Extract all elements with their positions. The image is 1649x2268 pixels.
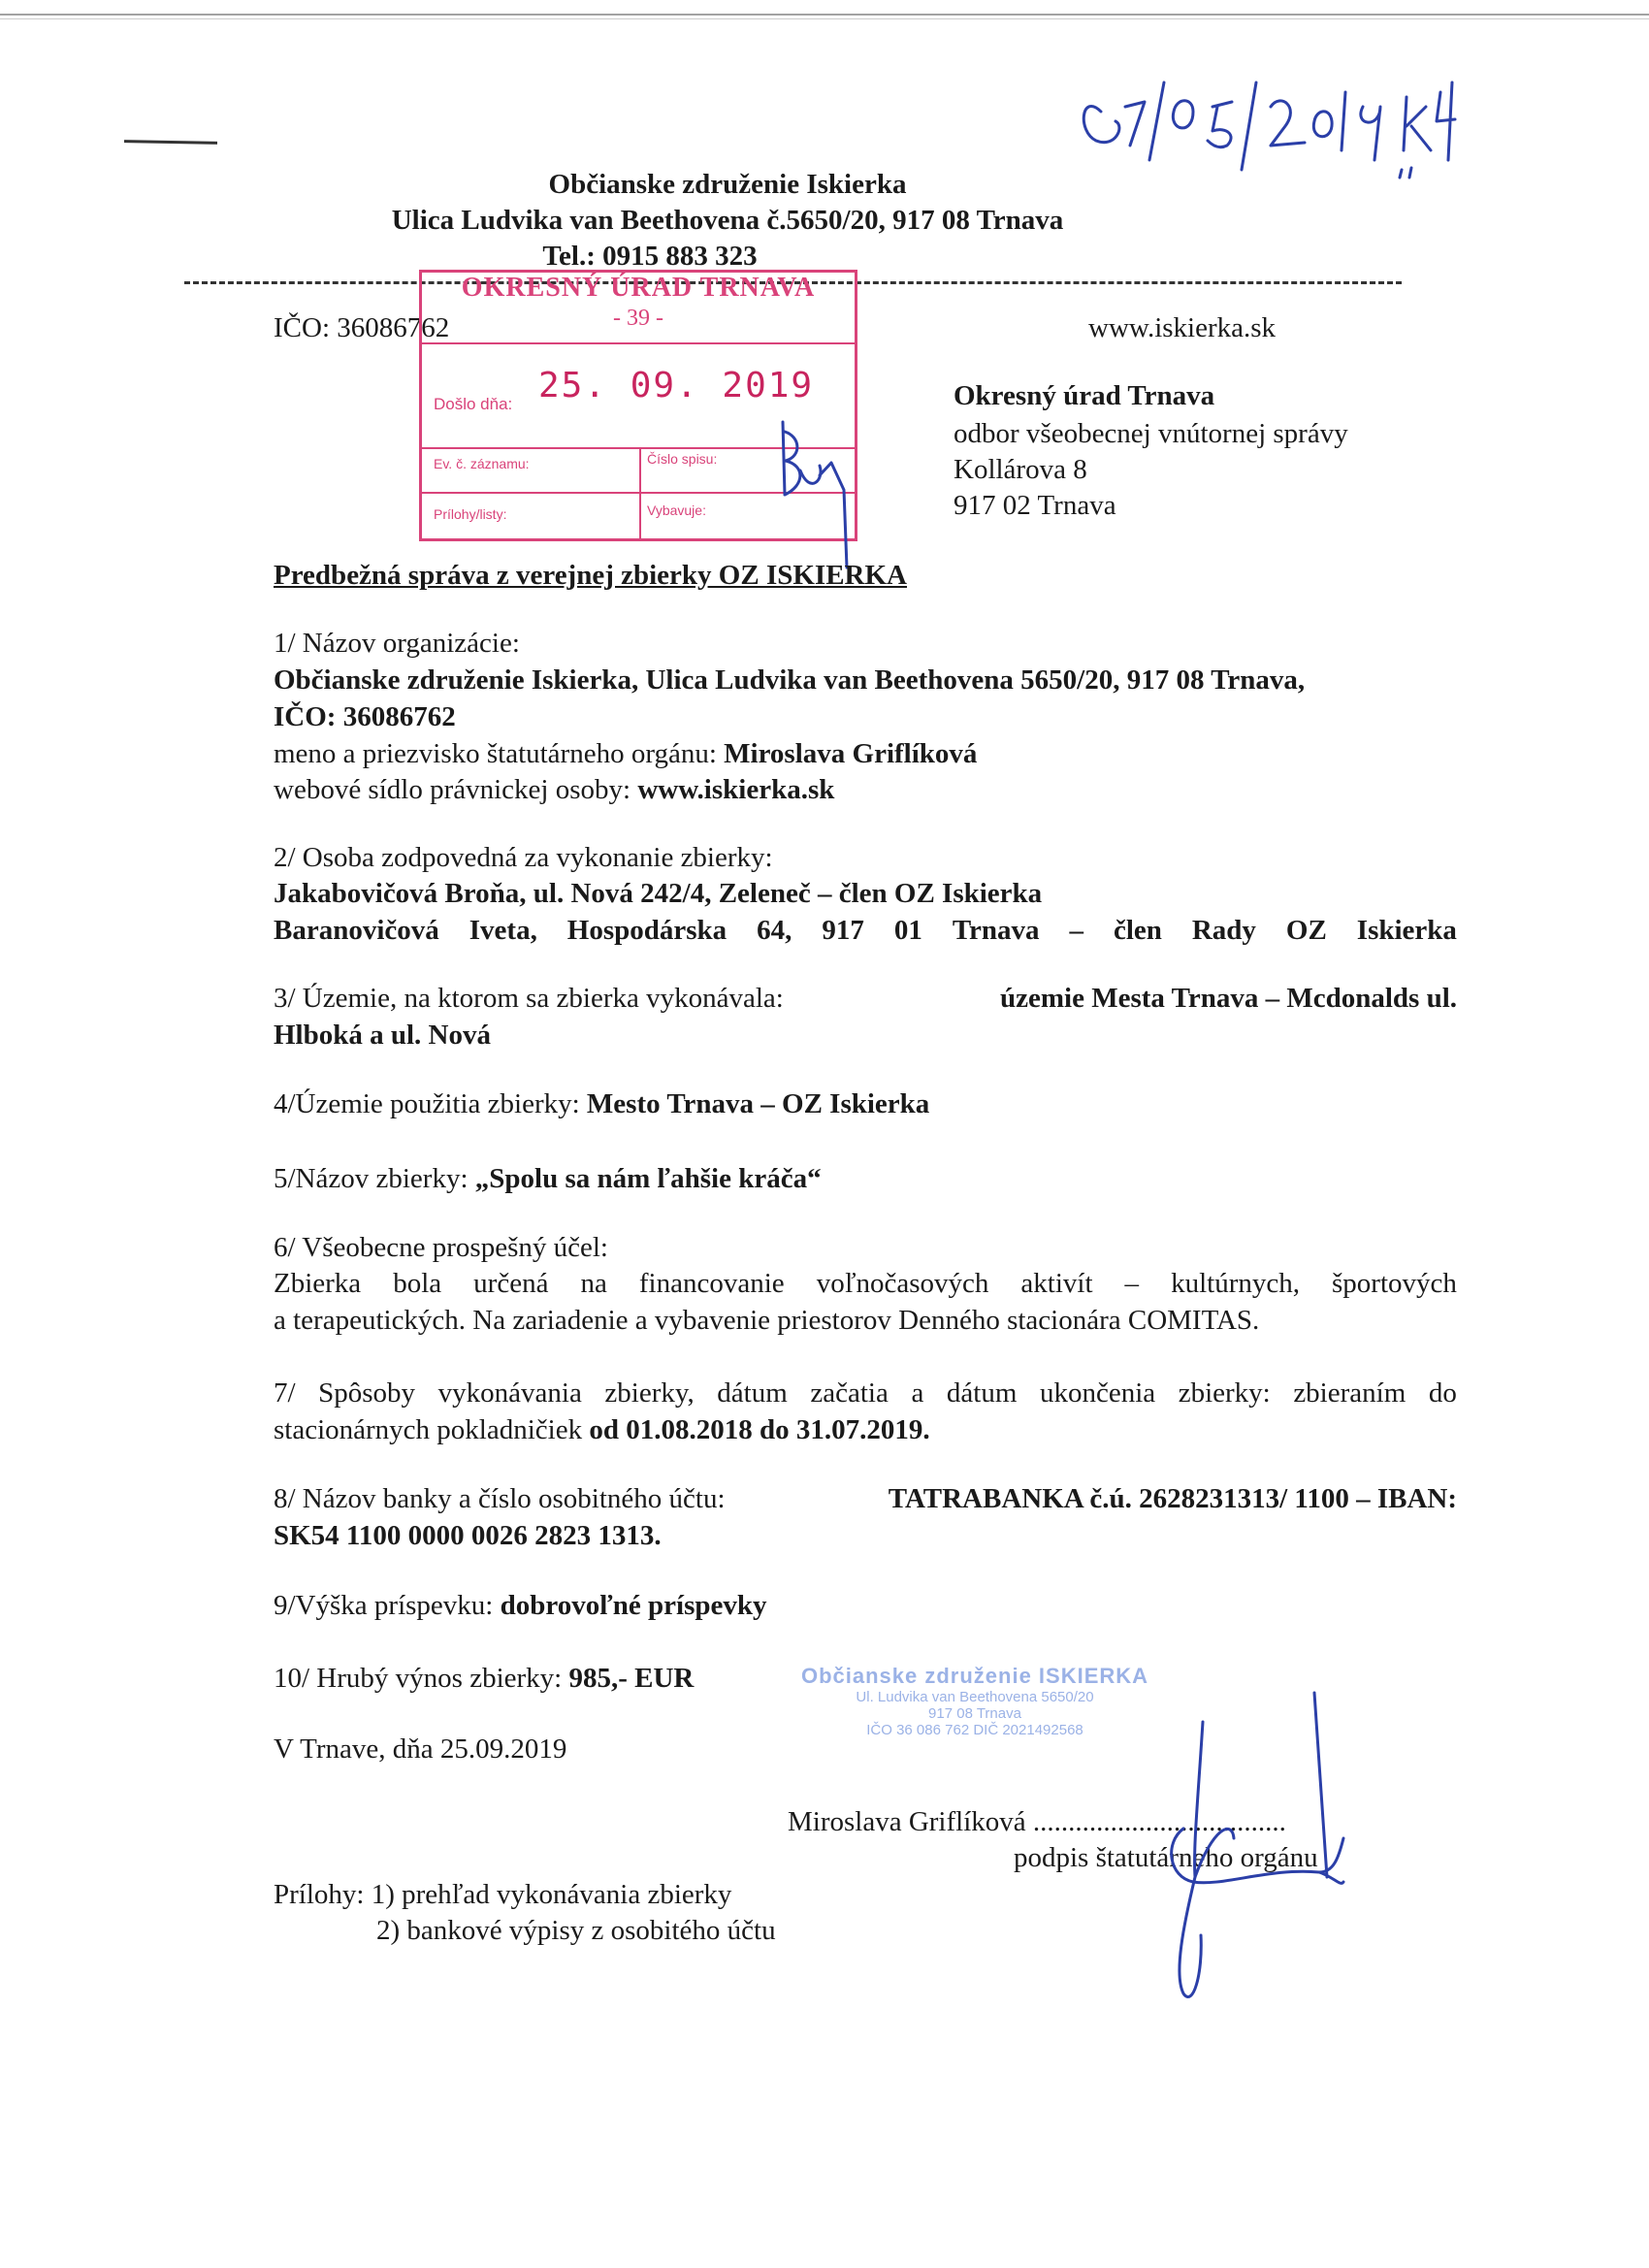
s7-w7: dátum	[946, 1377, 1018, 1409]
s7-line2-value: od 01.08.2018 do 31.07.2019.	[589, 1414, 930, 1445]
attachments-line-1	[274, 1877, 731, 1912]
s2-person-2	[274, 913, 1457, 948]
s7-w6: a	[911, 1377, 924, 1409]
seal-line-4: IČO 36 086 762 DIČ 2021492568	[866, 1722, 1083, 1738]
stamp-attachments-label: Prílohy/listy:	[434, 506, 507, 522]
s1-web-value: www.iskierka.sk	[637, 774, 835, 805]
s4-value: Mesto Trnava – OZ Iskierka	[586, 1088, 930, 1119]
org-name-header: Občianske združenie Iskierka	[548, 169, 907, 200]
s5-value: „Spolu sa nám ľahšie kráča“	[474, 1163, 822, 1194]
s10-line	[274, 1661, 694, 1696]
s6-w0: Zbierka	[274, 1268, 362, 1299]
pen-dash-mark	[124, 140, 217, 145]
recipient-street: Kollárova 8	[954, 454, 1087, 485]
s6-w8: kultúrnych,	[1171, 1268, 1300, 1299]
signatory-name: Miroslava Griflíková	[788, 1806, 1026, 1837]
s8-line-1	[274, 1481, 1457, 1516]
stamp-file-label: Číslo spisu:	[647, 451, 718, 467]
s6-w7: –	[1124, 1268, 1140, 1299]
organisation-seal	[776, 1664, 1174, 1738]
s1-ico: IČO: 36086762	[274, 701, 456, 732]
s7-w0: 7/	[274, 1377, 296, 1409]
s6-w4: financovanie	[638, 1268, 785, 1299]
s2-p2-w8: člen	[1113, 915, 1162, 946]
s6-w5: voľnočasových	[816, 1268, 989, 1299]
s7-w1: Spôsoby	[318, 1377, 416, 1409]
attachments-label: Prílohy:	[274, 1879, 372, 1910]
org-phone-header: Tel.: 0915 883 323	[542, 241, 758, 272]
handwritten-reference	[1072, 53, 1479, 179]
stamp-record-label: Ev. č. záznamu:	[434, 456, 530, 471]
s2-p2-w4: 917	[822, 915, 864, 946]
s1-statutory-label: meno a priezvisko štatutárneho orgánu:	[274, 738, 725, 769]
signature-dots: ....................................	[1032, 1806, 1286, 1837]
s6-w6: aktivít	[1020, 1268, 1093, 1299]
s1-statutory-value: Miroslava Griflíková	[724, 738, 978, 769]
recipient-city: 917 02 Trnava	[954, 490, 1116, 521]
s7-w11: do	[1428, 1377, 1457, 1409]
attachment-item-1: 1) prehľad vykonávania zbierky	[371, 1879, 732, 1910]
s2-p2-w11: Iskierka	[1356, 915, 1457, 946]
s9-line	[274, 1588, 767, 1623]
s7-w4: dátum	[717, 1377, 788, 1409]
stamp-rule-1	[422, 342, 855, 344]
s1-web-label: webové sídlo právnickej osoby:	[274, 774, 638, 805]
stamp-received-label: Došlo dňa:	[434, 395, 513, 413]
s7-w3: zbierky,	[604, 1377, 695, 1409]
s1-statutory	[274, 736, 977, 771]
s2-p2-w3: 64,	[757, 915, 792, 946]
place-date: V Trnave, dňa 25.09.2019	[274, 1733, 567, 1765]
s3-value-2: Hlboká a ul. Nová	[274, 1020, 491, 1051]
s7-w2: vykonávania	[437, 1377, 582, 1409]
s7-w5: začatia	[810, 1377, 889, 1409]
s7-line2-label: stacionárnych pokladničiek	[274, 1414, 590, 1445]
stamp-handled-label: Vybavuje:	[647, 502, 706, 518]
header-website: www.iskierka.sk	[1088, 312, 1277, 343]
s7-line-2	[274, 1412, 930, 1447]
s7-w9: zbierky:	[1178, 1377, 1271, 1409]
s6-w3: na	[580, 1268, 607, 1299]
s2-p2-w0: Baranovičová	[274, 915, 439, 946]
s8-value-2: SK54 1100 0000 0026 2823 1313.	[274, 1520, 662, 1551]
s6-line-2: a terapeutických. Na zariadenie a vybavenie priestorov Denného stacionára COMITAS.	[274, 1305, 1260, 1336]
s6-w1: bola	[393, 1268, 442, 1299]
s10-value: 985,- EUR	[568, 1663, 695, 1694]
s2-p2-w7: –	[1069, 915, 1083, 946]
seal-line-1: Občianske združenie ISKIERKA	[800, 1664, 1149, 1688]
s8-label: 8/ Názov banky a číslo osobitného účtu:	[274, 1483, 726, 1514]
s2-p2-w10: OZ	[1285, 915, 1327, 946]
recipient-name: Okresný úrad Trnava	[954, 380, 1215, 411]
s7-line-1	[274, 1376, 1457, 1410]
s3-line-1	[274, 981, 1457, 1016]
recipient-dept: odbor všeobecnej vnútornej správy	[954, 418, 1348, 449]
s6-w2: určená	[473, 1268, 549, 1299]
attachment-item-2: 2) bankové výpisy z osobitého účtu	[376, 1915, 776, 1946]
s9-label: 9/Výška príspevku:	[274, 1590, 501, 1621]
s2-label: 2/ Osoba zodpovedná za vykonanie zbierky:	[274, 842, 773, 873]
s9-value: dobrovoľné príspevky	[500, 1590, 767, 1621]
s7-w8: ukončenia	[1039, 1377, 1156, 1409]
s1-org-line: Občianske združenie Iskierka, Ulica Ludvika van Beethovena 5650/20, 917 08 Trnava,	[274, 664, 1306, 696]
s1-label: 1/ Názov organizácie:	[274, 628, 520, 659]
s5-label: 5/Názov zbierky:	[274, 1163, 475, 1194]
stamp-number: - 39 -	[613, 306, 663, 331]
scan-edge-line	[0, 14, 1649, 16]
s2-p2-w5: 01	[893, 915, 922, 946]
signature-caption: podpis štatutárneho orgánu	[1014, 1842, 1318, 1873]
s2-p2-w2: Hospodárska	[566, 915, 728, 946]
s2-p2-w9: Rady	[1191, 915, 1256, 946]
document-title: Predbežná správa z verejnej zbierky OZ ISKIERKA	[274, 560, 907, 591]
handwritten-signature	[1125, 1683, 1377, 2013]
s8-value-1: TATRABANKA č.ú. 2628231313/ 1100 – IBAN:	[888, 1483, 1457, 1514]
s3-label: 3/ Územie, na ktorom sa zbierka vykonávala:	[274, 983, 784, 1014]
s6-label: 6/ Všeobecne prospešný účel:	[274, 1232, 608, 1263]
s4-label: 4/Územie použitia zbierky:	[274, 1088, 587, 1119]
s1-web	[274, 772, 834, 807]
s6-line-1	[274, 1266, 1457, 1301]
seal-line-2: Ul. Ludvika van Beethovena 5650/20	[856, 1689, 1094, 1705]
stamp-received-date: 25. 09. 2019	[538, 366, 815, 405]
s2-person-1: Jakabovičová Broňa, ul. Nová 242/4, Zeleneč – člen OZ Iskierka	[274, 878, 1043, 909]
header-ico: IČO: 36086762	[274, 312, 450, 343]
s2-p2-w1: Iveta,	[469, 915, 537, 946]
seal-line-3: 917 08 Trnava	[928, 1705, 1021, 1722]
scan-edge-line-2	[0, 18, 1649, 19]
stamp-handwritten-initials	[771, 412, 858, 577]
s6-w9: športových	[1332, 1268, 1457, 1299]
s5-line	[274, 1161, 822, 1196]
org-address-header: Ulica Ludvika van Beethovena č.5650/20, 917 08 Trnava	[391, 205, 1064, 236]
s7-w10: zbieraním	[1293, 1377, 1406, 1409]
s10-label: 10/ Hrubý výnos zbierky:	[274, 1663, 569, 1694]
s3-value-1: územie Mesta Trnava – Mcdonalds ul.	[1000, 983, 1457, 1014]
s2-p2-w6: Trnava	[952, 915, 1040, 946]
stamp-office: OKRESNÝ ÚRAD TRNAVA	[461, 273, 816, 303]
s4-line	[274, 1086, 929, 1121]
